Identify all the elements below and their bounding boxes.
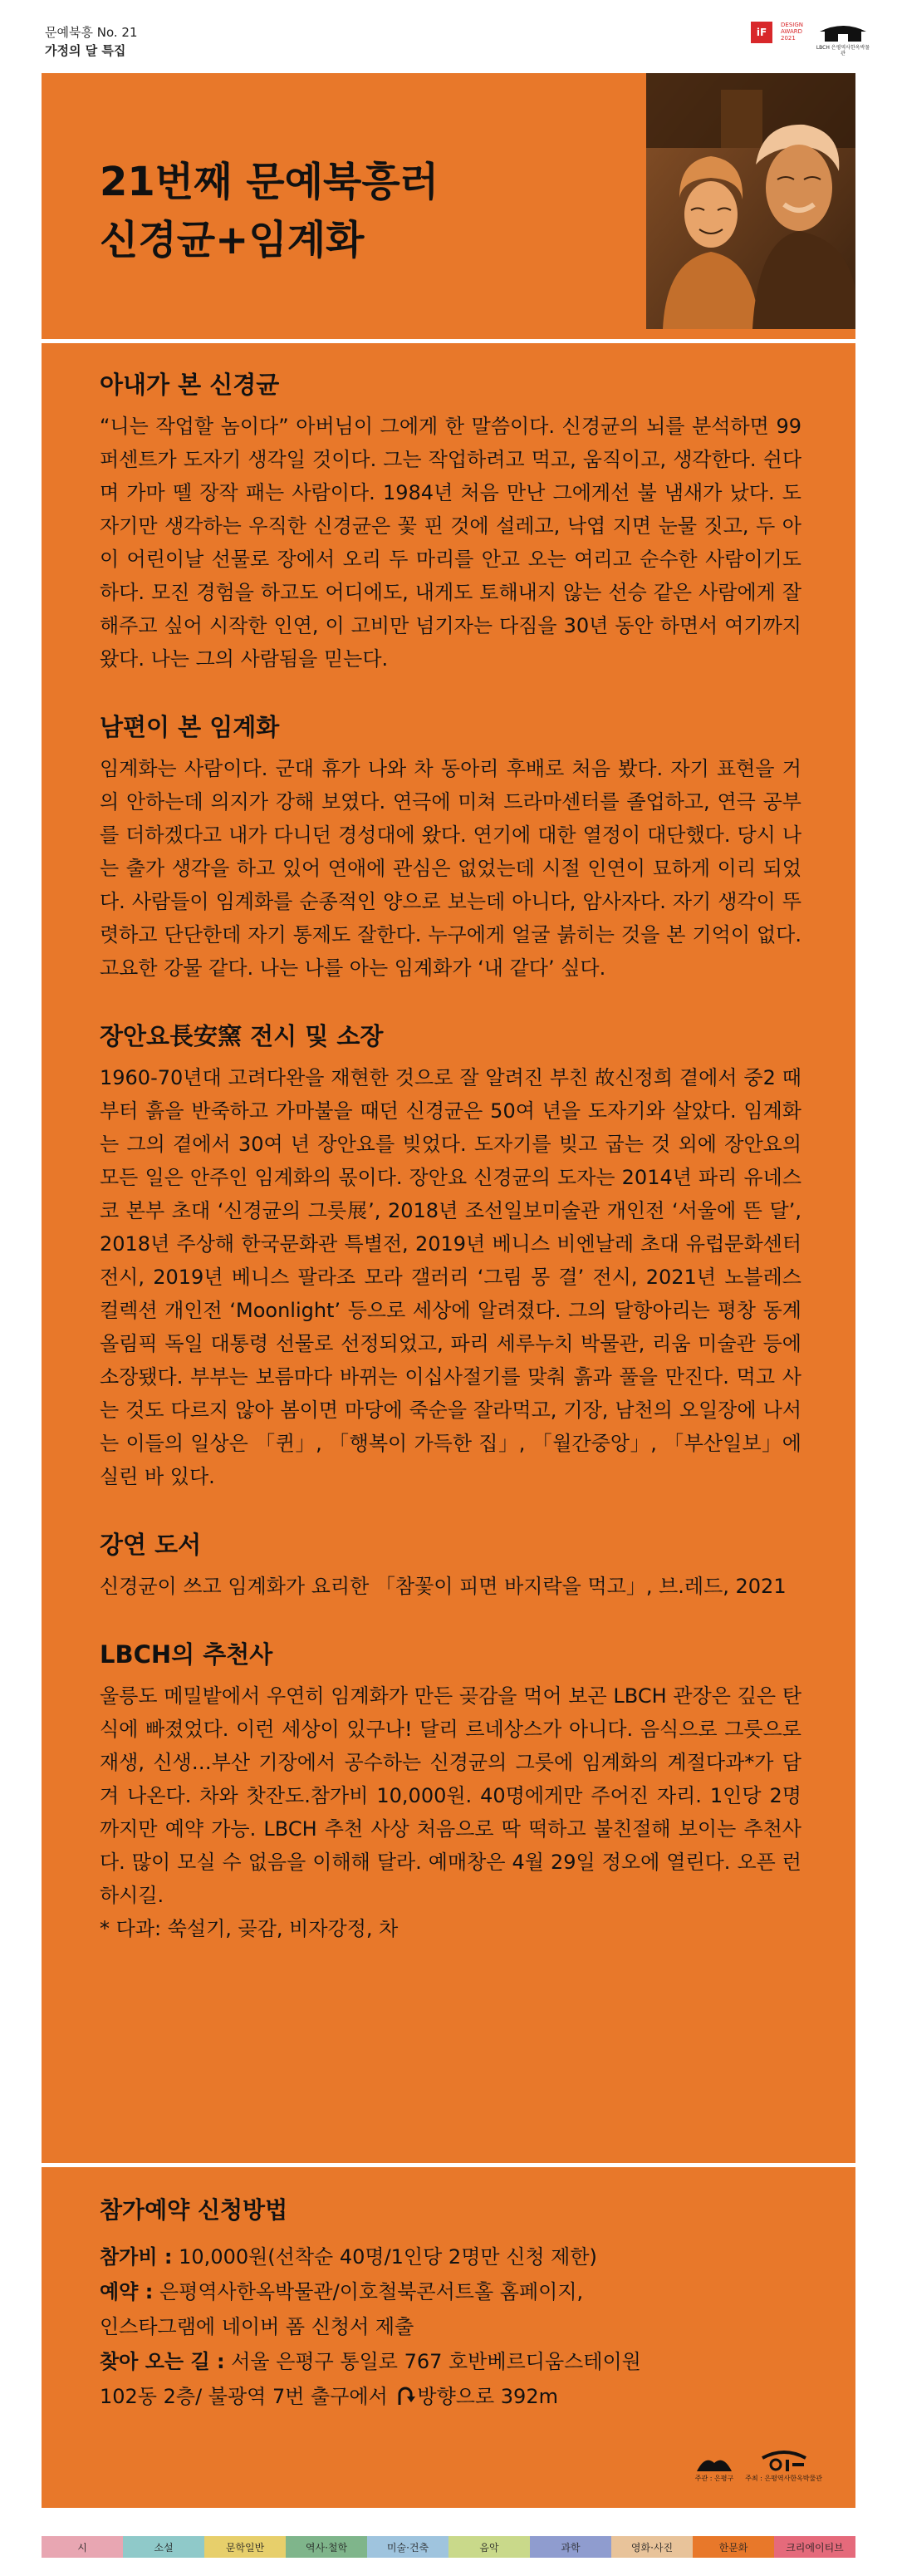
u-turn-arrow-icon [395, 2382, 415, 2417]
genre-tab[interactable]: 과학 [530, 2536, 611, 2558]
lbch-logo [814, 22, 872, 57]
header-area [42, 73, 855, 339]
genre-tab[interactable]: 문학일반 [204, 2536, 286, 2558]
reservation-info [100, 2188, 814, 2417]
genre-tab[interactable]: 역사·철학 [286, 2536, 367, 2558]
section-exhibition [100, 1011, 801, 1493]
sponsor-museum [745, 2448, 822, 2483]
section-body: 1960-70년대 고려다완을 재현한 것으로 잘 알려진 부친 故신정희 곁에서 중2 때부터 흙을 반죽하고 가마불을 때던 신경균은 50여 년을 도자기와 살았다. 임계화는 그의 곁에서 30여 년 장안요를 빚었다. 도자기를 빚고 굽는 것 외에 장안요의 모든 일은 안주인 임계화의 몫이다. 장안요 신경균의 도자는 2014년 파리 유네스코 본부 초대 ‘신경균의 그릇展’, 2018년 조선일보미술관 개인전 ‘서울에 뜬 달’, 2018년 주상해 한국문화관 특별전, 2019년 베니스 비엔날레 초대 유럽문화센터 전시, 2019년 베니스 팔라조 모라 갤러리 ‘그림 몽 결’ 전시, 2021년 노블레스 컬렉션 개인전 ‘Moonlight’ 등으로 세상에 알려졌다. 그의 달항아리는 평창 동계올림픽 독일 대통령 선물로 선정되었고, 파리 세루누치 박물관, 리움 미술관 등에 소장됐다. 부부는 보름마다 바뀌는 이십사절기를 맞춰 흙과 풀을 만진다. 먹고 사는 것도 다르지 않아 봄이면 마당에 죽순을 잘라먹고, 기장, 남천의 오일장에 나서는 이들의 일상은 「퀸」, 「행복이 가득한 집」, 「월간중앙」, 「부산일보」에 실린 바 있다. [100, 1066, 801, 1488]
genre-tab[interactable]: 음악 [448, 2536, 530, 2558]
section-body: 임계화는 사람이다. 군대 휴가 나와 차 동아리 후배로 처음 봤다. 자기 표현을 거의 안하는데 의지가 강해 보였다. 연극에 미쳐 드라마센터를 졸업하고, 연극 공부를 더하겠다고 내가 다니던 경성대에 왔다. 연기에 대한 열정이 대단했다. 당시 나는 출가 생각을 하고 있어 연애에 관심은 없었는데 시절 인연이 묘하게 이리 되었다. 사람들이 임계화를 순종적인 양으로 보는데 아니다, 암사자다. 자기 생각이 뚜렷하고 단단한데 자기 통제도 잘한다. 누구에게 얼굴 붉히는 것을 본 기억이 없다. 고요한 강물 같다. 나는 나를 아는 임계화가 ‘내 같다’ 싶다. [100, 757, 801, 980]
directions-label: 찾아 오는 길 : [100, 2350, 225, 2373]
couple-photo [646, 73, 855, 329]
section-body: “니는 작업할 놈이다” 아버님이 그에게 한 말씀이다. 신경균의 뇌를 분석하면 99퍼센트가 도자기 생각일 것이다. 그는 작업하려고 먹고, 움직이고, 생각한다. 쉰다며 가마 뗄 장작 패는 사람이다. 1984년 처음 만난 그에게선 불 냄새가 났다. 도자기만 생각하는 우직한 신경균은 꽃 핀 것에 설레고, 낙엽 지면 눈물 짓고, 두 아이 어린이날 선물로 장에서 오리 두 마리를 안고 오는 여리고 순수한 사람이기도 하다. 모진 경험을 하고도 어디에도, 내게도 토해내지 않는 선승 같은 사람에게 잘해주고 싶어 시작한 인연, 이 고비만 넘기자는 다짐을 30년 동안 하면서 여기까지 왔다. 나는 그의 사람됨을 믿는다. [100, 415, 801, 671]
genre-tab[interactable]: 소설 [123, 2536, 204, 2558]
genre-tab[interactable]: 시 [42, 2536, 123, 2558]
booking-label: 예약 : [100, 2280, 154, 2303]
booking-line-2: 인스타그램에 네이버 폼 신청서 제출 [100, 2315, 414, 2338]
genre-tab[interactable]: 크리에이티브 [774, 2536, 855, 2558]
section-heading: 남편이 본 임계화 [100, 713, 280, 741]
fee-line [100, 2239, 814, 2274]
article-content [100, 360, 801, 1972]
award-text: DESIGN AWARD 2021 [781, 22, 803, 42]
series-label: 문예북흥 No. 21 [45, 25, 138, 40]
section-divider [42, 2163, 855, 2167]
fee-value: 10,000원(선착순 40명/1인당 2명만 신청 제한) [172, 2245, 597, 2269]
top-strip [0, 0, 897, 73]
genre-tab[interactable]: 한문화 [693, 2536, 774, 2558]
footnote: * 다과: 쑥설기, 곶감, 비자강정, 차 [100, 1917, 399, 1940]
eunpyeong-logo-icon [695, 2451, 733, 2473]
sponsor-eunpyeong [695, 2451, 733, 2483]
booking-value: 은평역사한옥박물관/이호철북콘서트홀 홈페이지, [153, 2280, 584, 2303]
fee-label: 참가비 : [100, 2245, 173, 2269]
if-award-logo: iF [751, 22, 772, 43]
directions-value: 서울 은평구 통일로 767 호반베르디움스테이원 [224, 2350, 641, 2373]
museum-logo-icon [759, 2448, 809, 2473]
directions-line-2 [100, 2379, 814, 2417]
series-info [45, 23, 138, 60]
section-heading: LBCH의 추천사 [100, 1640, 273, 1669]
section-body: 신경균이 쓰고 임계화가 요리한 「참꽃이 피면 바지락을 먹고」, 브.레드, 2021 [100, 1575, 787, 1598]
section-heading: 장안요長安窯 전시 및 소장 [100, 1022, 384, 1050]
hanok-roof-icon [818, 22, 868, 43]
genre-tab[interactable]: 미술·건축 [367, 2536, 448, 2558]
section-lecture-book [100, 1520, 801, 1603]
section-husband-view [100, 702, 801, 985]
section-heading: 강연 도서 [100, 1531, 202, 1559]
directions-line [100, 2344, 814, 2379]
title-line-1: 21번째 문예북흥러 [100, 159, 439, 205]
section-wife-view [100, 360, 801, 676]
title-line-2: 신경균+임계화 [100, 217, 365, 263]
couple-portrait-image [646, 73, 855, 329]
reservation-heading: 참가예약 신청방법 [100, 2196, 288, 2224]
section-recommendation [100, 1630, 801, 1945]
directions-value-2b: 방향으로 392m [417, 2385, 558, 2408]
section-body: 울릉도 메밀밭에서 우연히 임계화가 만든 곶감을 먹어 보곤 LBCH 관장은 깊은 탄식에 빠졌었다. 이런 세상이 있구나! 달리 르네상스가 아니다. 음식으로 그릇으로 재생, 신생…부산 기장에서 공수하는 신경균의 그릇에 임계화의 계절다과*가 담겨 나온다. 차와 찻잔도.참가비 10,000원. 40명에게만 주어진 자리. 1인당 2명까지만 예약 가능. LBCH 추천 사상 처음으로 딱 떡하고 불친절해 보이는 추천사다. 많이 모실 수 없음을 이해해 달라. 예매창은 4월 29일 정오에 열린다. 오픈 런 하시길. [100, 1684, 801, 1907]
page-title [100, 153, 439, 269]
section-divider [42, 339, 855, 343]
genre-category-bar [42, 2536, 855, 2558]
header-logos [751, 22, 872, 57]
sponsor-left-text: 주관 : 은평구 [694, 2475, 734, 2482]
footer-logos [695, 2448, 822, 2483]
special-label: 가정의 달 특집 [45, 43, 126, 58]
sponsor-right-text: 주최 : 은평역사한옥박물관 [745, 2475, 822, 2482]
main-panel [42, 73, 855, 2508]
genre-tab[interactable]: 영화·사진 [611, 2536, 693, 2558]
booking-line [100, 2274, 814, 2309]
lbch-text: LBCH 은평역사한옥박물관 [816, 45, 870, 57]
section-heading: 아내가 본 신경균 [100, 371, 280, 399]
directions-value-2a: 102동 2층/ 불광역 7번 출구에서 [100, 2385, 395, 2408]
